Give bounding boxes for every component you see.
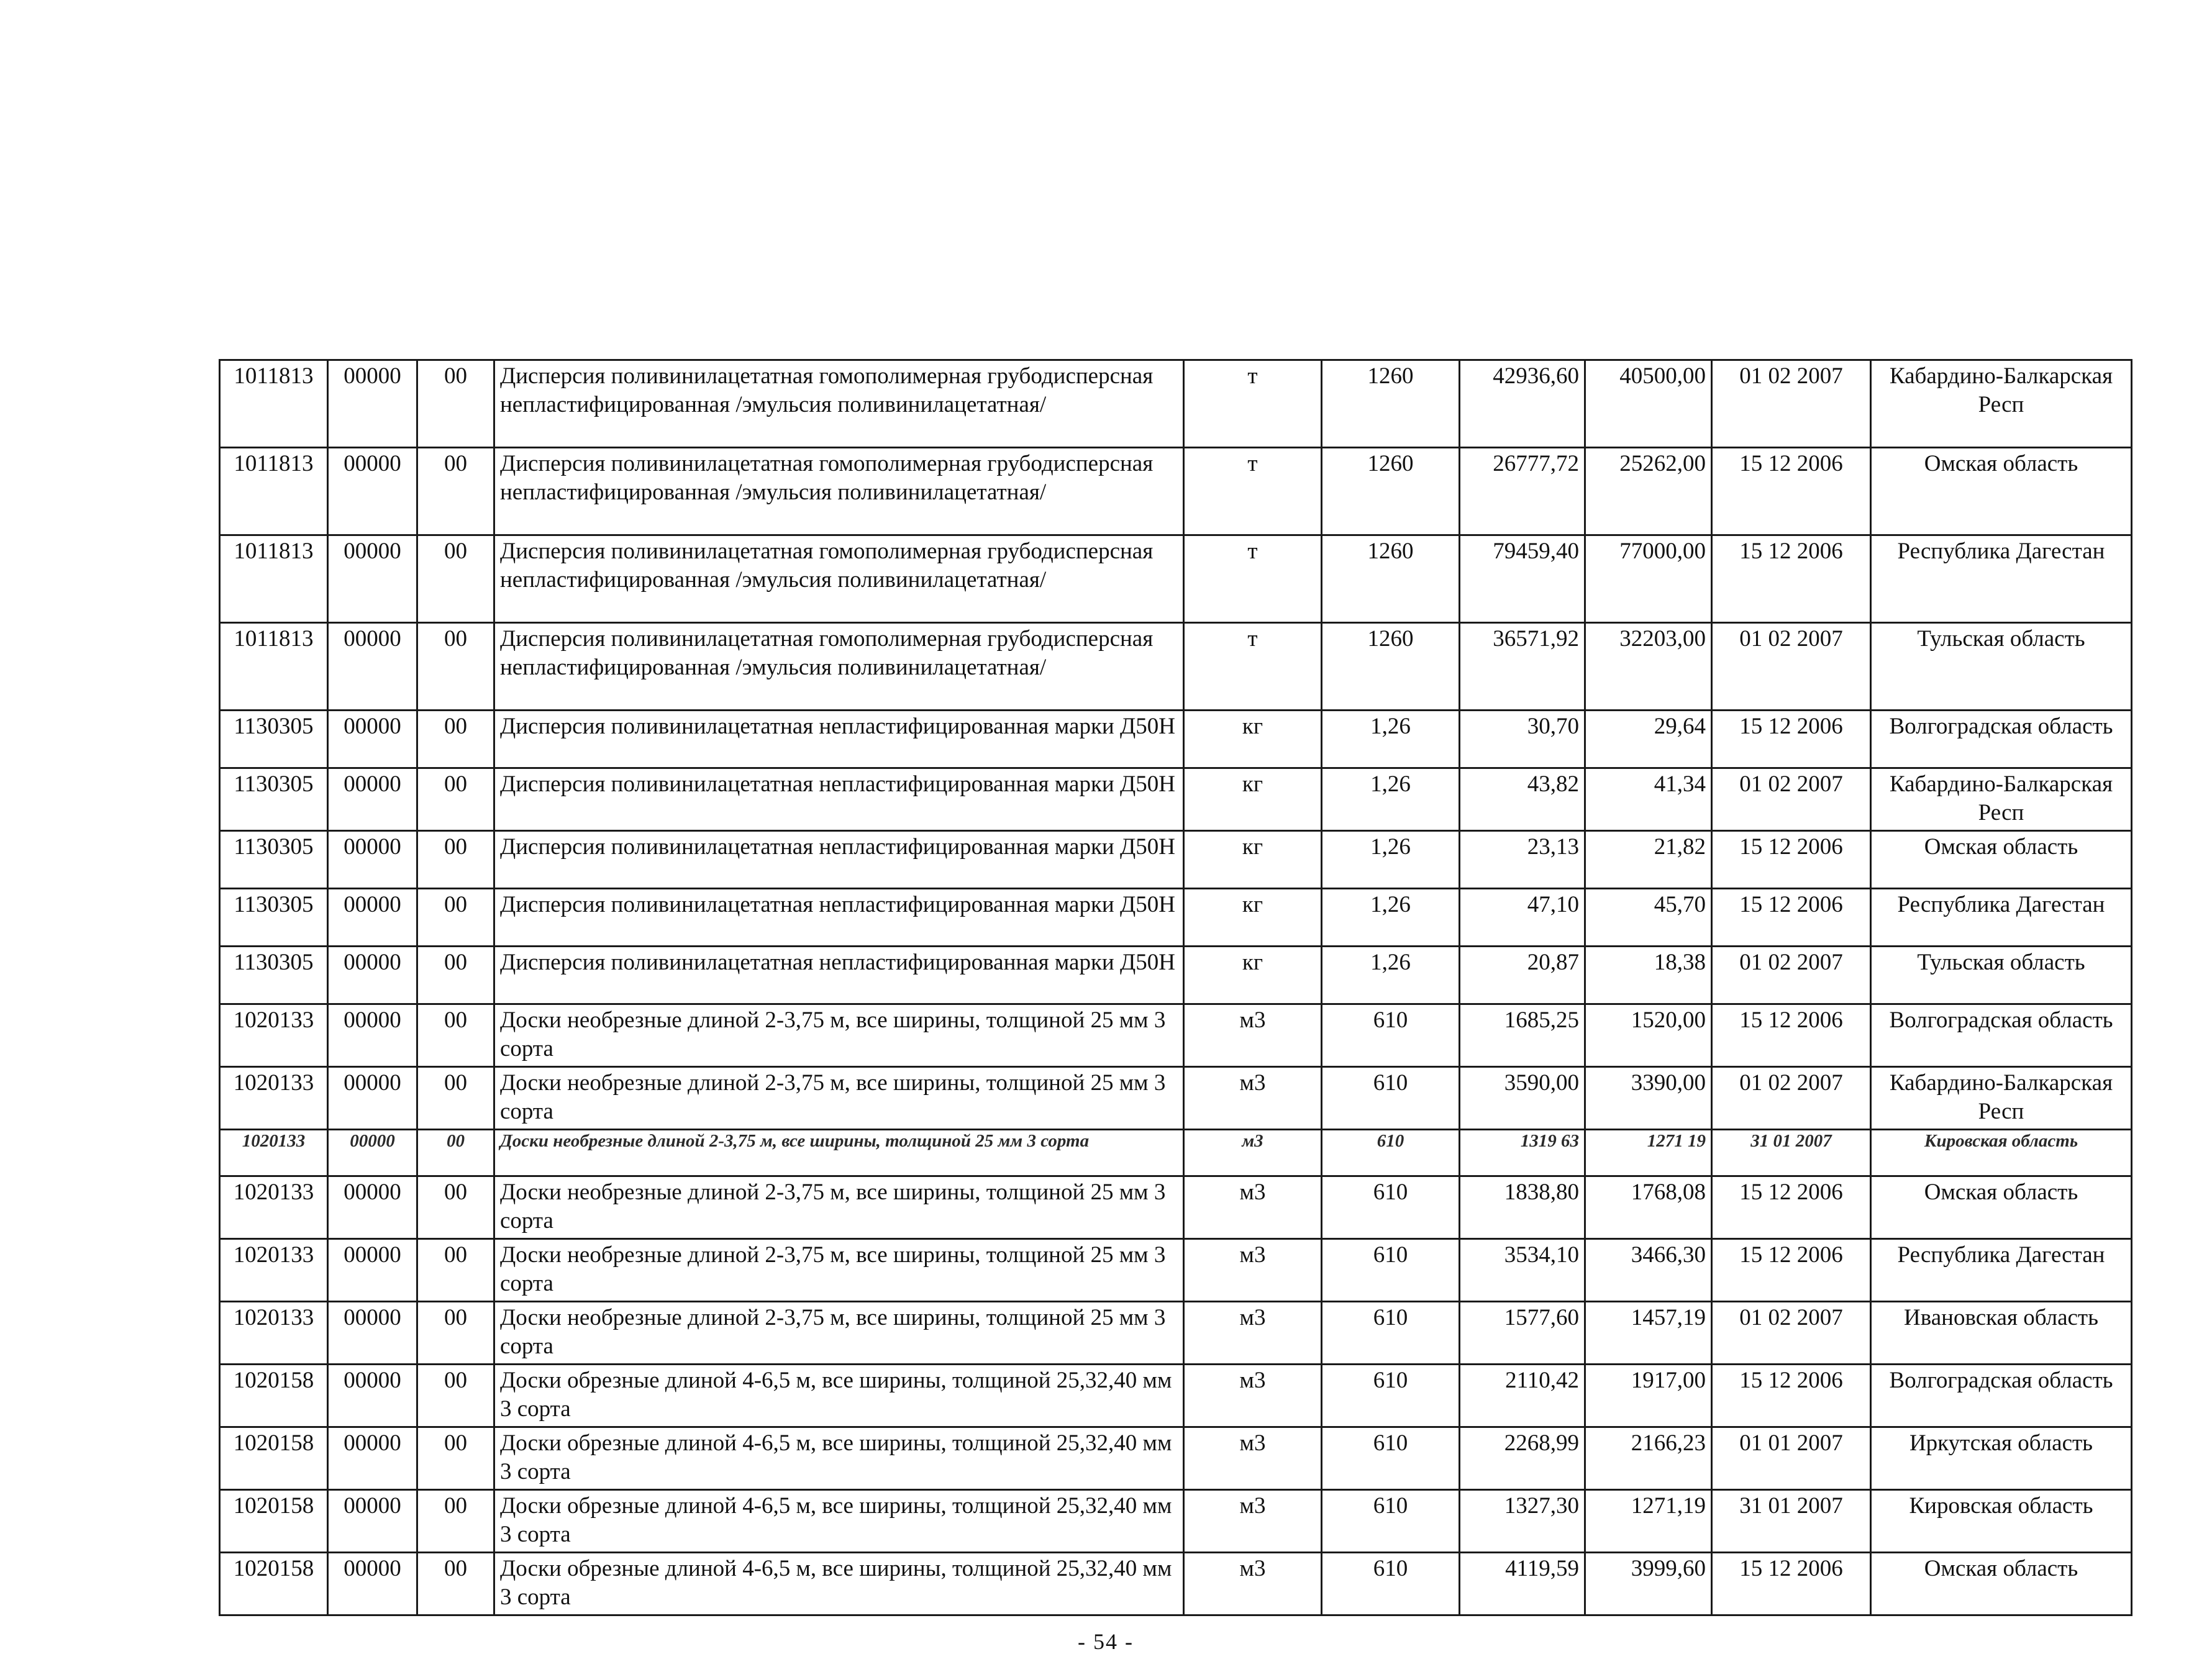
table-row — [220, 831, 2132, 889]
cell-coefficient: 1,26 — [1322, 768, 1460, 831]
cell-name: Дисперсия поливинилацетатная гомополимерная грубодисперсная непластифицированная /эмульсия поливинилацетатная/ — [494, 360, 1184, 448]
cell-subcode: 00000 — [328, 1067, 417, 1130]
cell-unit: м3 — [1184, 1004, 1322, 1067]
cell-price-with-vat: 3534,10 — [1460, 1239, 1585, 1302]
cell-date: 15 12 2006 — [1712, 1176, 1871, 1239]
cell-unit: м3 — [1184, 1490, 1322, 1553]
cell-unit: кг — [1184, 889, 1322, 947]
cell-coefficient: 1260 — [1322, 360, 1460, 448]
cell-code: 1020158 — [220, 1365, 328, 1427]
cell-coefficient: 610 — [1322, 1067, 1460, 1130]
cell-unit: т — [1184, 448, 1322, 535]
price-table — [219, 359, 2132, 1616]
cell-price: 1768,08 — [1585, 1176, 1712, 1239]
cell-class: 00 — [417, 448, 494, 535]
cell-price-with-vat: 42936,60 — [1460, 360, 1585, 448]
table-row — [220, 1176, 2132, 1239]
cell-date: 01 02 2007 — [1712, 947, 1871, 1004]
cell-region: Тульская область — [1871, 947, 2132, 1004]
cell-subcode: 00000 — [328, 711, 417, 768]
cell-date: 01 01 2007 — [1712, 1427, 1871, 1490]
cell-price: 1457,19 — [1585, 1302, 1712, 1365]
cell-unit: м3 — [1184, 1067, 1322, 1130]
cell-price: 3999,60 — [1585, 1553, 1712, 1615]
cell-class: 00 — [417, 360, 494, 448]
cell-class: 00 — [417, 1004, 494, 1067]
cell-date: 15 12 2006 — [1712, 831, 1871, 889]
cell-region: Кировская область — [1871, 1490, 2132, 1553]
cell-subcode: 00000 — [328, 1176, 417, 1239]
cell-name: Дисперсия поливинилацетатная непластифицированная марки Д50Н — [494, 711, 1184, 768]
cell-price-with-vat: 1685,25 — [1460, 1004, 1585, 1067]
cell-region: Кабардино-Балкарская Респ — [1871, 1067, 2132, 1130]
cell-unit: м3 — [1184, 1130, 1322, 1176]
cell-name: Доски обрезные длиной 4-6,5 м, все ширины, толщиной 25,32,40 мм 3 сорта — [494, 1365, 1184, 1427]
cell-name: Доски необрезные длиной 2-3,75 м, все ширины, толщиной 25 мм 3 сорта — [494, 1239, 1184, 1302]
cell-price-with-vat: 3590,00 — [1460, 1067, 1585, 1130]
table-row — [220, 768, 2132, 831]
table-row — [220, 1553, 2132, 1615]
cell-price-with-vat: 2268,99 — [1460, 1427, 1585, 1490]
cell-coefficient: 610 — [1322, 1130, 1460, 1176]
cell-coefficient: 1,26 — [1322, 947, 1460, 1004]
cell-coefficient: 610 — [1322, 1302, 1460, 1365]
cell-name: Дисперсия поливинилацетатная непластифицированная марки Д50Н — [494, 768, 1184, 831]
cell-name: Доски необрезные длиной 2-3,75 м, все ширины, толщиной 25 мм 3 сорта — [494, 1067, 1184, 1130]
cell-price-with-vat: 1577,60 — [1460, 1302, 1585, 1365]
cell-price: 1917,00 — [1585, 1365, 1712, 1427]
cell-class: 00 — [417, 1067, 494, 1130]
cell-name: Дисперсия поливинилацетатная гомополимерная грубодисперсная непластифицированная /эмульсия поливинилацетатная/ — [494, 535, 1184, 623]
cell-region: Кировская область — [1871, 1130, 2132, 1176]
cell-name: Доски необрезные длиной 2-3,75 м, все ширины, толщиной 25 мм 3 сорта — [494, 1004, 1184, 1067]
cell-subcode: 00000 — [328, 831, 417, 889]
cell-code: 1130305 — [220, 831, 328, 889]
cell-coefficient: 1260 — [1322, 448, 1460, 535]
cell-price: 77000,00 — [1585, 535, 1712, 623]
cell-price: 3390,00 — [1585, 1067, 1712, 1130]
cell-price: 32203,00 — [1585, 623, 1712, 711]
table-row — [220, 1130, 2132, 1176]
cell-price: 2166,23 — [1585, 1427, 1712, 1490]
cell-price-with-vat: 79459,40 — [1460, 535, 1585, 623]
table-row — [220, 1067, 2132, 1130]
cell-date: 01 02 2007 — [1712, 1067, 1871, 1130]
cell-price: 29,64 — [1585, 711, 1712, 768]
cell-class: 00 — [417, 711, 494, 768]
cell-unit: м3 — [1184, 1302, 1322, 1365]
cell-code: 1130305 — [220, 947, 328, 1004]
cell-subcode: 00000 — [328, 1004, 417, 1067]
cell-class: 00 — [417, 1130, 494, 1176]
cell-code: 1020133 — [220, 1239, 328, 1302]
cell-code: 1020133 — [220, 1067, 328, 1130]
cell-region: Волгоградская область — [1871, 1365, 2132, 1427]
cell-code: 1020158 — [220, 1490, 328, 1553]
cell-coefficient: 1,26 — [1322, 831, 1460, 889]
cell-unit: кг — [1184, 831, 1322, 889]
cell-class: 00 — [417, 831, 494, 889]
cell-price: 18,38 — [1585, 947, 1712, 1004]
cell-class: 00 — [417, 1490, 494, 1553]
cell-name: Доски обрезные длиной 4-6,5 м, все ширины, толщиной 25,32,40 мм 3 сорта — [494, 1553, 1184, 1615]
cell-price-with-vat: 20,87 — [1460, 947, 1585, 1004]
cell-coefficient: 610 — [1322, 1004, 1460, 1067]
cell-date: 15 12 2006 — [1712, 889, 1871, 947]
table-row — [220, 947, 2132, 1004]
cell-region: Республика Дагестан — [1871, 889, 2132, 947]
cell-price-with-vat: 36571,92 — [1460, 623, 1585, 711]
cell-coefficient: 1,26 — [1322, 711, 1460, 768]
table-row — [220, 1302, 2132, 1365]
cell-name: Доски необрезные длиной 2-3,75 м, все ширины, толщиной 25 мм 3 сорта — [494, 1176, 1184, 1239]
cell-unit: м3 — [1184, 1239, 1322, 1302]
cell-coefficient: 610 — [1322, 1176, 1460, 1239]
cell-price-with-vat: 1838,80 — [1460, 1176, 1585, 1239]
table-row — [220, 1239, 2132, 1302]
cell-class: 00 — [417, 1302, 494, 1365]
cell-price-with-vat: 4119,59 — [1460, 1553, 1585, 1615]
cell-unit: кг — [1184, 711, 1322, 768]
cell-class: 00 — [417, 768, 494, 831]
cell-price-with-vat: 1319 63 — [1460, 1130, 1585, 1176]
cell-coefficient: 1,26 — [1322, 889, 1460, 947]
cell-class: 00 — [417, 1239, 494, 1302]
cell-class: 00 — [417, 1553, 494, 1615]
cell-date: 01 02 2007 — [1712, 768, 1871, 831]
cell-name: Дисперсия поливинилацетатная гомополимерная грубодисперсная непластифицированная /эмульсия поливинилацетатная/ — [494, 448, 1184, 535]
cell-region: Республика Дагестан — [1871, 1239, 2132, 1302]
cell-code: 1130305 — [220, 889, 328, 947]
cell-region: Омская область — [1871, 448, 2132, 535]
cell-subcode: 00000 — [328, 1130, 417, 1176]
cell-name: Доски обрезные длиной 4-6,5 м, все ширины, толщиной 25,32,40 мм 3 сорта — [494, 1427, 1184, 1490]
table-body — [220, 360, 2132, 1615]
cell-subcode: 00000 — [328, 535, 417, 623]
cell-price-with-vat: 2110,42 — [1460, 1365, 1585, 1427]
cell-price-with-vat: 30,70 — [1460, 711, 1585, 768]
cell-coefficient: 610 — [1322, 1553, 1460, 1615]
cell-date: 01 02 2007 — [1712, 623, 1871, 711]
cell-subcode: 00000 — [328, 448, 417, 535]
cell-name: Дисперсия поливинилацетатная гомополимерная грубодисперсная непластифицированная /эмульсия поливинилацетатная/ — [494, 623, 1184, 711]
cell-price: 1520,00 — [1585, 1004, 1712, 1067]
cell-code: 1020133 — [220, 1004, 328, 1067]
cell-subcode: 00000 — [328, 360, 417, 448]
cell-date: 15 12 2006 — [1712, 1553, 1871, 1615]
table-row — [220, 1365, 2132, 1427]
cell-price-with-vat: 1327,30 — [1460, 1490, 1585, 1553]
table-row — [220, 1004, 2132, 1067]
cell-class: 00 — [417, 623, 494, 711]
cell-price-with-vat: 43,82 — [1460, 768, 1585, 831]
cell-code: 1011813 — [220, 448, 328, 535]
cell-coefficient: 610 — [1322, 1365, 1460, 1427]
cell-code: 1130305 — [220, 768, 328, 831]
cell-price-with-vat: 26777,72 — [1460, 448, 1585, 535]
cell-code: 1011813 — [220, 360, 328, 448]
cell-price: 45,70 — [1585, 889, 1712, 947]
cell-subcode: 00000 — [328, 768, 417, 831]
cell-name: Доски необрезные длиной 2-3,75 м, все ширины, толщиной 25 мм 3 сорта — [494, 1302, 1184, 1365]
table-row — [220, 535, 2132, 623]
cell-region: Кабардино-Балкарская Респ — [1871, 360, 2132, 448]
cell-subcode: 00000 — [328, 1302, 417, 1365]
cell-class: 00 — [417, 1427, 494, 1490]
cell-subcode: 00000 — [328, 1427, 417, 1490]
table-row — [220, 889, 2132, 947]
table-row — [220, 623, 2132, 711]
cell-subcode: 00000 — [328, 1553, 417, 1615]
cell-date: 31 01 2007 — [1712, 1130, 1871, 1176]
cell-price: 41,34 — [1585, 768, 1712, 831]
cell-code: 1011813 — [220, 535, 328, 623]
cell-unit: м3 — [1184, 1365, 1322, 1427]
cell-subcode: 00000 — [328, 889, 417, 947]
cell-date: 15 12 2006 — [1712, 711, 1871, 768]
cell-region: Республика Дагестан — [1871, 535, 2132, 623]
cell-subcode: 00000 — [328, 947, 417, 1004]
cell-price: 1271 19 — [1585, 1130, 1712, 1176]
cell-region: Кабардино-Балкарская Респ — [1871, 768, 2132, 831]
cell-unit: кг — [1184, 768, 1322, 831]
cell-price: 40500,00 — [1585, 360, 1712, 448]
cell-coefficient: 610 — [1322, 1490, 1460, 1553]
cell-date: 31 01 2007 — [1712, 1490, 1871, 1553]
cell-date: 01 02 2007 — [1712, 1302, 1871, 1365]
cell-subcode: 00000 — [328, 623, 417, 711]
cell-date: 15 12 2006 — [1712, 1004, 1871, 1067]
cell-code: 1020133 — [220, 1176, 328, 1239]
cell-class: 00 — [417, 889, 494, 947]
cell-region: Иркутская область — [1871, 1427, 2132, 1490]
cell-class: 00 — [417, 947, 494, 1004]
cell-coefficient: 610 — [1322, 1239, 1460, 1302]
cell-region: Тульская область — [1871, 623, 2132, 711]
cell-date: 15 12 2006 — [1712, 1365, 1871, 1427]
table-row — [220, 1427, 2132, 1490]
table-row — [220, 1490, 2132, 1553]
cell-coefficient: 1260 — [1322, 623, 1460, 711]
cell-unit: т — [1184, 535, 1322, 623]
cell-price-with-vat: 23,13 — [1460, 831, 1585, 889]
cell-region: Волгоградская область — [1871, 1004, 2132, 1067]
cell-name: Доски обрезные длиной 4-6,5 м, все ширины, толщиной 25,32,40 мм 3 сорта — [494, 1490, 1184, 1553]
cell-class: 00 — [417, 1365, 494, 1427]
cell-unit: м3 — [1184, 1553, 1322, 1615]
cell-date: 15 12 2006 — [1712, 1239, 1871, 1302]
cell-region: Омская область — [1871, 1553, 2132, 1615]
cell-subcode: 00000 — [328, 1365, 417, 1427]
cell-code: 1130305 — [220, 711, 328, 768]
cell-code: 1020133 — [220, 1130, 328, 1176]
cell-name: Доски необрезные длиной 2-3,75 м, все ширины, толщиной 25 мм 3 сорта — [494, 1130, 1184, 1176]
cell-code: 1020133 — [220, 1302, 328, 1365]
cell-class: 00 — [417, 535, 494, 623]
cell-unit: кг — [1184, 947, 1322, 1004]
cell-code: 1011813 — [220, 623, 328, 711]
cell-price: 25262,00 — [1585, 448, 1712, 535]
cell-unit: т — [1184, 360, 1322, 448]
cell-code: 1020158 — [220, 1553, 328, 1615]
cell-coefficient: 1260 — [1322, 535, 1460, 623]
cell-class: 00 — [417, 1176, 494, 1239]
table-row — [220, 711, 2132, 768]
cell-price: 1271,19 — [1585, 1490, 1712, 1553]
table-row — [220, 360, 2132, 448]
page-number: - 54 - — [1078, 1629, 1134, 1654]
cell-region: Омская область — [1871, 831, 2132, 889]
cell-region: Ивановская область — [1871, 1302, 2132, 1365]
cell-subcode: 00000 — [328, 1239, 417, 1302]
cell-date: 15 12 2006 — [1712, 448, 1871, 535]
cell-price-with-vat: 47,10 — [1460, 889, 1585, 947]
cell-name: Дисперсия поливинилацетатная непластифицированная марки Д50Н — [494, 947, 1184, 1004]
cell-code: 1020158 — [220, 1427, 328, 1490]
cell-price: 21,82 — [1585, 831, 1712, 889]
cell-region: Волгоградская область — [1871, 711, 2132, 768]
cell-name: Дисперсия поливинилацетатная непластифицированная марки Д50Н — [494, 831, 1184, 889]
cell-date: 15 12 2006 — [1712, 535, 1871, 623]
cell-price: 3466,30 — [1585, 1239, 1712, 1302]
table-row — [220, 448, 2132, 535]
cell-subcode: 00000 — [328, 1490, 417, 1553]
cell-unit: м3 — [1184, 1427, 1322, 1490]
cell-region: Омская область — [1871, 1176, 2132, 1239]
cell-name: Дисперсия поливинилацетатная непластифицированная марки Д50Н — [494, 889, 1184, 947]
cell-coefficient: 610 — [1322, 1427, 1460, 1490]
cell-unit: т — [1184, 623, 1322, 711]
cell-date: 01 02 2007 — [1712, 360, 1871, 448]
cell-unit: м3 — [1184, 1176, 1322, 1239]
